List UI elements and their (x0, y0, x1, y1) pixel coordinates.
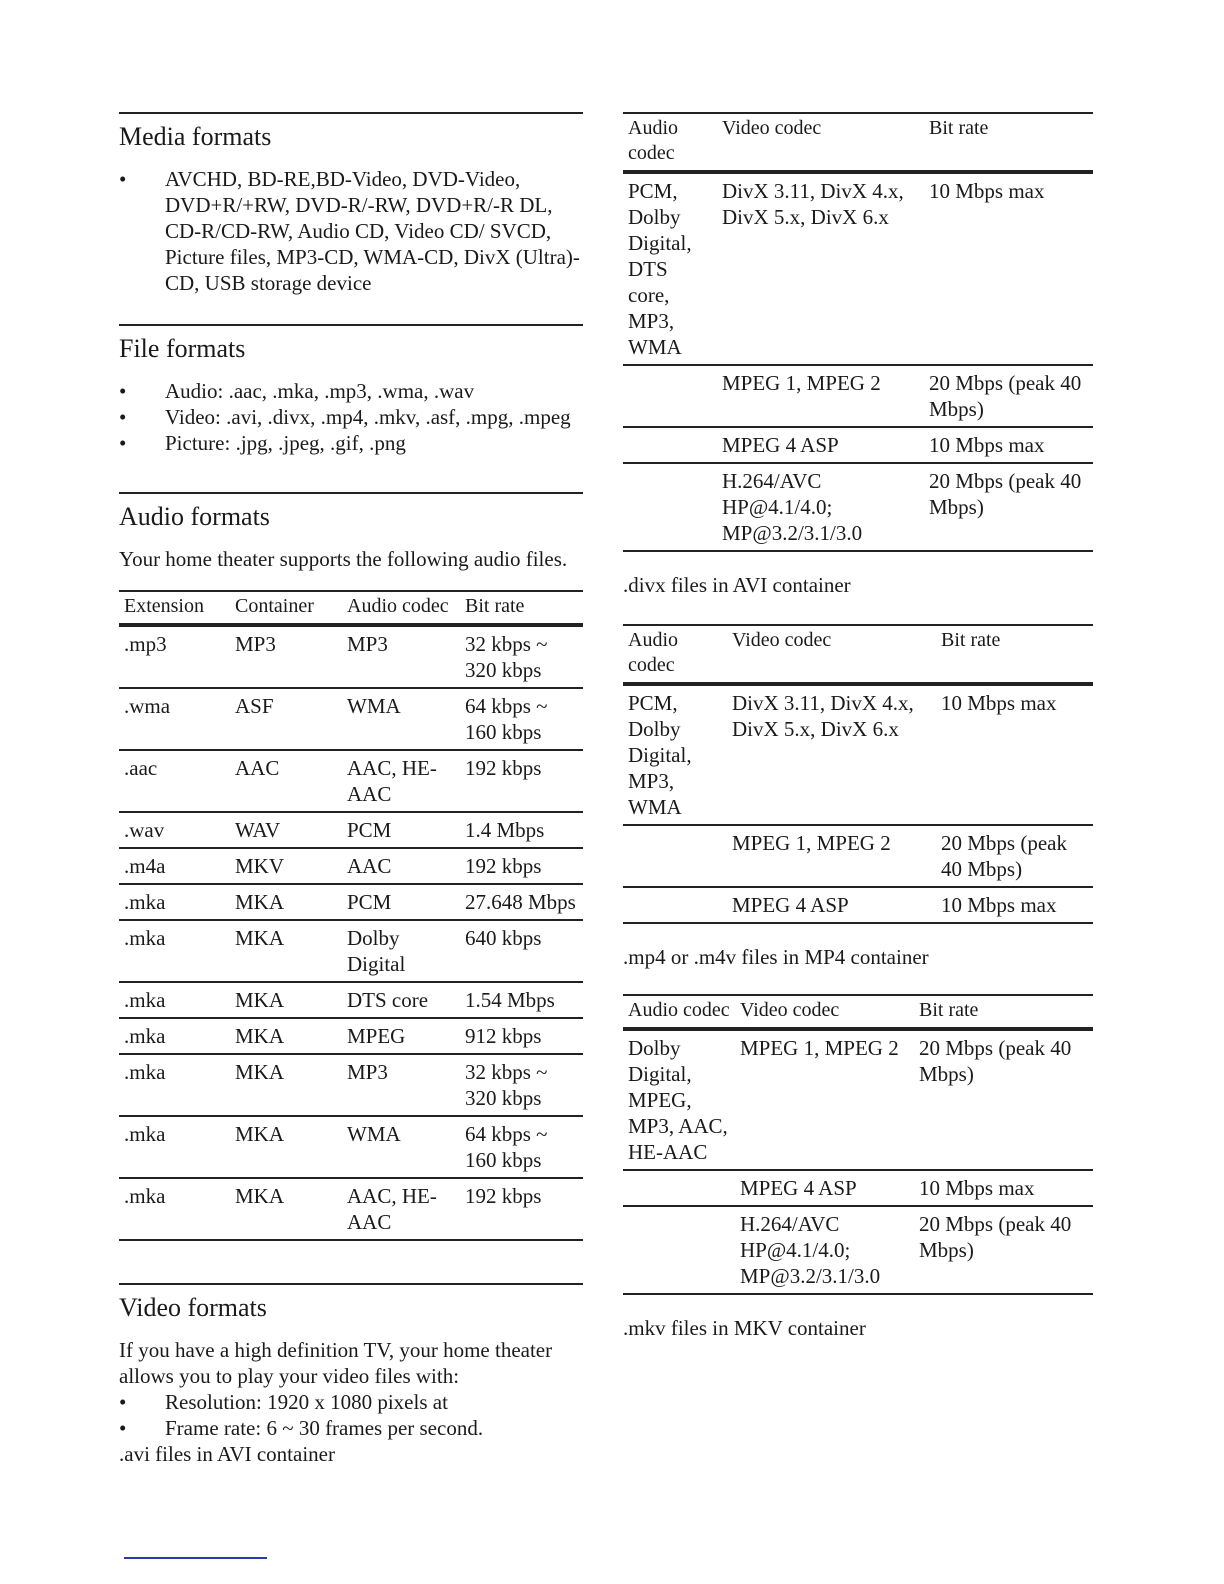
table-cell: 10 Mbps max (941, 893, 1057, 917)
list-item: • AVCHD, BD-RE,BD-Video, DVD-Video, DVD+R/+RW, DVD-R/-RW, DVD+R/-R DL, CD-R/CD-RW, Audio CD, Video CD/ SVCD, Picture files, MP3-CD, WMA-CD, DivX (Ultra)-CD, USB storage device (119, 166, 583, 296)
table-row (623, 1029, 1093, 1170)
table-cell: 32 kbps ~ 320 kbps (465, 1060, 548, 1110)
table-cell: MP3 (347, 1060, 388, 1084)
section-title-video-formats: Video formats (119, 1293, 267, 1322)
table-cell: .m4a (124, 854, 166, 878)
table-cell: Dolby Digital, MPEG, MP3, AAC, HE-AAC (628, 1036, 728, 1164)
divx-codec-table (623, 624, 1093, 924)
table-cell: MKA (235, 988, 285, 1012)
table-row (623, 887, 1093, 923)
table-cell: PCM, Dolby Digital, DTS core, MP3, WMA (628, 179, 692, 359)
table-cell: 20 Mbps (peak 40 Mbps) (941, 831, 1067, 881)
table-cell: 640 kbps (465, 926, 542, 950)
table-header-row (119, 591, 583, 625)
table-cell: .mka (124, 926, 166, 950)
table-cell: PCM (347, 818, 392, 842)
column-header: Container (235, 595, 314, 617)
table-row (119, 982, 583, 1018)
section-title-file-formats: File formats (119, 334, 246, 363)
avi-codec-table (623, 112, 1093, 552)
table-cell: MPEG 4 ASP (740, 1176, 857, 1200)
video-formats-section (119, 1283, 583, 1467)
table-cell: MP3 (347, 632, 388, 656)
file-formats-section (119, 324, 583, 456)
audio-formats-table (119, 590, 583, 1241)
table-cell: .mp3 (124, 632, 167, 656)
table-cell: .mka (124, 988, 166, 1012)
list-item: • Audio: .aac, .mka, .mp3, .wma, .wav (119, 378, 583, 404)
file-formats-list (119, 378, 583, 456)
table-row (623, 172, 1093, 365)
table-row (119, 1178, 583, 1240)
table-cell (623, 887, 727, 923)
mp4-caption: .mp4 or .m4v files in MP4 container (623, 945, 929, 969)
table-cell: MPEG 4 ASP (722, 433, 839, 457)
list-item: • Frame rate: 6 ~ 30 frames per second. (119, 1415, 583, 1441)
table-cell: .mka (124, 1024, 166, 1048)
table-cell: 32 kbps ~ 320 kbps (465, 632, 548, 682)
table-cell: MP3 (235, 632, 276, 656)
table-cell: MKA (235, 1122, 285, 1146)
table-cell: AAC (347, 854, 392, 878)
table-cell (623, 463, 717, 551)
table-cell: 10 Mbps max (929, 179, 1045, 203)
table-cell: WMA (347, 1122, 401, 1146)
table-row (623, 825, 1093, 887)
table-cell (623, 1170, 735, 1206)
table-cell (623, 1206, 735, 1294)
right-column (623, 112, 1093, 1341)
list-item: • Resolution: 1920 x 1080 pixels at (119, 1389, 583, 1415)
table-cell: 192 kbps (465, 1184, 542, 1208)
table-cell: 912 kbps (465, 1024, 542, 1048)
section-divider (119, 324, 583, 326)
section-title-media-formats: Media formats (119, 122, 272, 151)
audio-formats-intro: Your home theater supports the following audio files. (119, 547, 568, 571)
table-cell: AAC (235, 756, 280, 780)
table-cell: PCM, Dolby Digital, MP3, WMA (628, 691, 692, 819)
column-header: Bit rate (941, 629, 1001, 651)
table-cell: MPEG (347, 1024, 406, 1048)
table-cell: 1.54 Mbps (465, 988, 555, 1012)
table-row (623, 1206, 1093, 1294)
table-cell: WMA (347, 694, 401, 718)
table-cell: .mka (124, 1060, 166, 1084)
table-cell: AAC, HE-AAC (347, 1184, 437, 1234)
table-header-row (623, 625, 1093, 684)
table-cell: PCM (347, 890, 392, 914)
table-cell: MPEG 4 ASP (732, 893, 849, 917)
table-cell: 10 Mbps max (919, 1176, 1035, 1200)
column-header: Audio codec (628, 999, 730, 1021)
table-cell: MKA (235, 1060, 285, 1084)
video-formats-list (119, 1389, 583, 1441)
column-header: Audio codec (347, 595, 449, 617)
table-cell: .aac (124, 756, 158, 780)
table-row (119, 920, 583, 982)
media-formats-list (119, 166, 583, 296)
section-divider (119, 492, 583, 494)
mkv-caption: .mkv files in MKV container (623, 1316, 866, 1340)
table-row (119, 688, 583, 750)
table-cell: 20 Mbps (peak 40 Mbps) (929, 371, 1082, 421)
column-header: Audio codec (628, 629, 678, 676)
table-cell: 20 Mbps (peak 40 Mbps) (929, 469, 1082, 519)
list-item: • Picture: .jpg, .jpeg, .gif, .png (119, 430, 583, 456)
table-cell: MPEG 1, MPEG 2 (722, 371, 881, 395)
table-cell: .mka (124, 1122, 166, 1146)
table-cell: .wav (124, 818, 165, 842)
table-row (623, 1170, 1093, 1206)
table-cell (623, 825, 727, 887)
table-row (119, 750, 583, 812)
column-header: Video codec (732, 629, 832, 651)
table-cell: MKV (235, 854, 285, 878)
column-header: Bit rate (919, 999, 979, 1021)
column-header: Extension (124, 595, 204, 617)
table-cell: 20 Mbps (peak 40 Mbps) (919, 1036, 1072, 1086)
table-header-row (623, 113, 1093, 172)
column-header: Bit rate (929, 117, 989, 139)
avi-caption: .avi files in AVI container (119, 1442, 335, 1466)
table-row (119, 812, 583, 848)
table-cell: 64 kbps ~ 160 kbps (465, 694, 548, 744)
table-row (119, 848, 583, 884)
column-header: Video codec (722, 117, 822, 139)
table-header-row (623, 995, 1093, 1029)
table-row (119, 625, 583, 688)
video-formats-intro: If you have a high definition TV, your home theater allows you to play your video files with: (119, 1338, 553, 1388)
table-cell: 27.648 Mbps (465, 890, 576, 914)
table-cell: ASF (235, 694, 274, 718)
left-column (119, 112, 583, 1467)
table-cell: DivX 3.11, DivX 4.x, DivX 5.x, DivX 6.x (722, 179, 904, 229)
table-cell: 1.4 Mbps (465, 818, 545, 842)
table-cell: .mka (124, 1184, 166, 1208)
table-cell: .mka (124, 890, 166, 914)
table-cell: H.264/AVC HP@4.1/4.0; MP@3.2/3.1/3.0 (722, 469, 863, 545)
column-header: Bit rate (465, 595, 525, 617)
section-title-audio-formats: Audio formats (119, 502, 270, 531)
table-row (119, 1018, 583, 1054)
table-cell: H.264/AVC HP@4.1/4.0; MP@3.2/3.1/3.0 (740, 1212, 881, 1288)
footer-accent-line (124, 1557, 267, 1559)
table-cell (623, 365, 717, 427)
table-cell: MKA (235, 1024, 285, 1048)
table-cell: MKA (235, 926, 285, 950)
column-header: Audio codec (628, 117, 678, 164)
table-cell: DivX 3.11, DivX 4.x, DivX 5.x, DivX 6.x (732, 691, 914, 741)
table-cell: 10 Mbps max (941, 691, 1057, 715)
mp4-codec-table (623, 994, 1093, 1295)
table-row (119, 1116, 583, 1178)
table-cell: .wma (124, 694, 171, 718)
column-header: Video codec (740, 999, 840, 1021)
divx-caption: .divx files in AVI container (623, 573, 851, 597)
table-cell (623, 427, 717, 463)
table-row (623, 463, 1093, 551)
table-row (623, 427, 1093, 463)
table-cell: 10 Mbps max (929, 433, 1045, 457)
section-divider (119, 1283, 583, 1285)
table-cell: Dolby Digital (347, 926, 406, 976)
section-divider (119, 112, 583, 114)
media-formats-section (119, 112, 583, 296)
table-cell: MPEG 1, MPEG 2 (740, 1036, 899, 1060)
table-cell: 20 Mbps (peak 40 Mbps) (919, 1212, 1072, 1262)
list-item: • Video: .avi, .divx, .mp4, .mkv, .asf, .mpg, .mpeg (119, 404, 583, 430)
table-row (623, 684, 1093, 825)
table-cell: AAC, HE-AAC (347, 756, 437, 806)
table-cell: MPEG 1, MPEG 2 (732, 831, 891, 855)
table-cell: 64 kbps ~ 160 kbps (465, 1122, 548, 1172)
table-cell: DTS core (347, 988, 429, 1012)
table-cell: 192 kbps (465, 756, 542, 780)
table-row (623, 365, 1093, 427)
table-cell: 192 kbps (465, 854, 542, 878)
table-cell: MKA (235, 890, 285, 914)
audio-formats-section (119, 492, 583, 1241)
table-cell: WAV (235, 818, 281, 842)
table-row (119, 884, 583, 920)
table-cell: MKA (235, 1184, 285, 1208)
table-row (119, 1054, 583, 1116)
